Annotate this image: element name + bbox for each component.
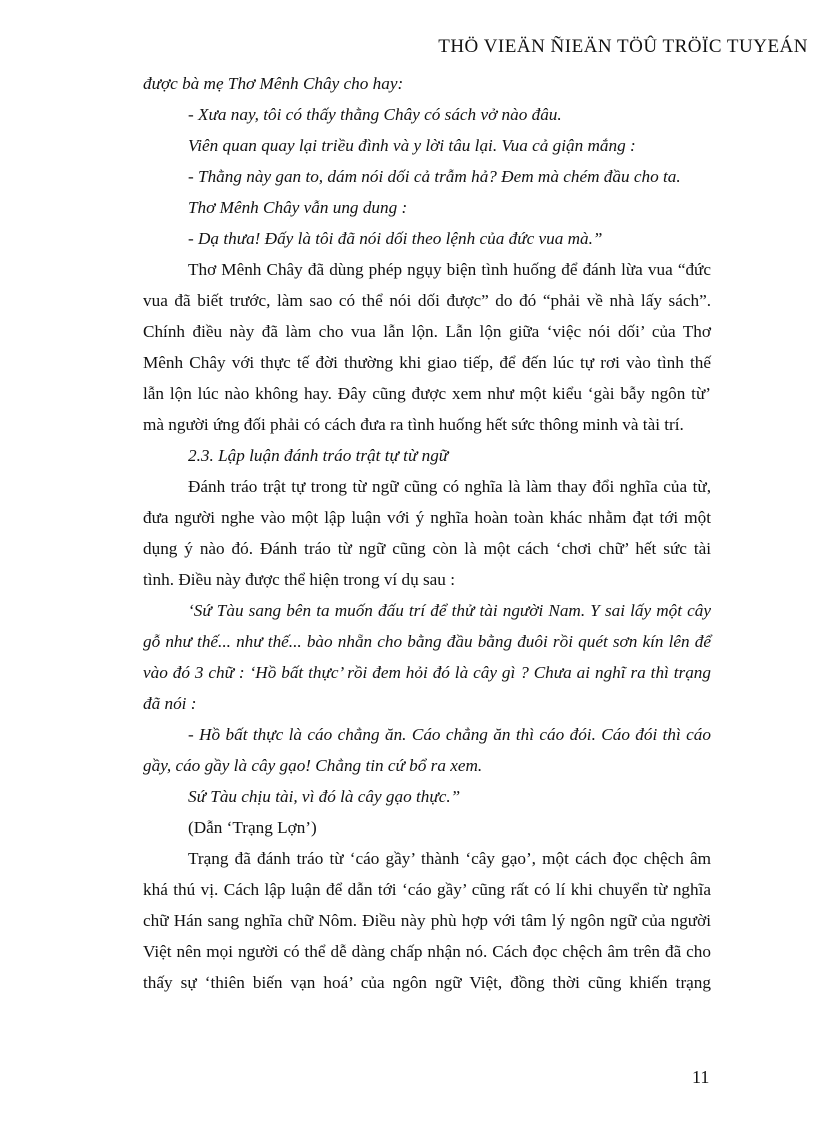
text-line: Viên quan quay lại triều đình và y lời tâu lại. Vua cả giận mắng : <box>188 136 636 155</box>
text-line: - Xưa nay, tôi có thấy thằng Chây có sách vở nào đâu. <box>188 105 562 124</box>
text-line: khá thú vị. Cách lập luận để dẫn tới ‘cáo gầy’ cũng rất có lí khi chuyển từ nghĩa <box>143 880 711 899</box>
text-line: Đánh tráo trật tự trong từ ngữ cũng có nghĩa là làm thay đổi nghĩa của từ, <box>188 477 711 496</box>
text-line: Thơ Mênh Chây vẫn ung dung : <box>188 198 408 217</box>
text-line: ‘Sứ Tàu sang bên ta muốn đấu trí để thử tài người Nam. Y sai lấy một cây <box>188 601 711 620</box>
text-line: tình. Điều này được thể hiện trong ví dụ sau : <box>143 570 455 589</box>
page-number: 11 <box>692 1067 710 1087</box>
text-line: chữ Hán sang nghĩa chữ Nôm. Điều này phù hợp với tâm lý ngôn ngữ của người <box>143 911 711 930</box>
text-line: vào đó 3 chữ : ‘Hồ bất thực’ rồi đem hỏi đó là cây gì ? Chưa ai nghĩ ra thì trạng <box>143 663 711 682</box>
text-line: đưa người nghe vào một lập luận với ý nghĩa hoàn toàn khác nhằm đạt tới một <box>143 508 711 527</box>
text-line: Việt nên mọi người có thể dễ dàng chấp nhận nó. Cách đọc chệch âm trên đã cho <box>143 942 711 961</box>
text-line: vua đã biết trước, làm sao có thể nói dối được” do đó “phải về nhà lấy sách”. <box>143 291 711 310</box>
text-line: 2.3. Lập luận đánh tráo trật tự từ ngữ <box>188 446 449 465</box>
text-line: Mênh Chây với thực tế đời thường khi giao tiếp, để đến lúc tự rơi vào tình thế <box>143 353 711 372</box>
text-line: thấy sự ‘thiên biến vạn hoá’ của ngôn ngữ Việt, đồng thời cũng khiến trạng <box>143 973 711 992</box>
text-line: gỗ như thế... như thế... bào nhẵn cho bằng đầu bằng đuôi rồi quét sơn kín lên để <box>143 632 711 651</box>
text-line: đã nói : <box>143 694 197 713</box>
text-line: - Dạ thưa! Đấy là tôi đã nói dối theo lệnh của đức vua mà.” <box>188 229 603 248</box>
text-line: mà người ứng đối phải có cách đưa ra tình huống hết sức thông minh và tài trí. <box>143 415 684 434</box>
text-line: Trạng đã đánh tráo từ ‘cáo gầy’ thành ‘cây gạo’, một cách đọc chệch âm <box>188 849 711 868</box>
text-line: lẫn lộn lúc nào không hay. Đây cũng được xem như một kiểu ‘gài bẫy ngôn từ’ <box>143 384 711 403</box>
text-line: được bà mẹ Thơ Mênh Chây cho hay: <box>143 74 404 93</box>
text-line: - Hồ bất thực là cáo chẳng ăn. Cáo chẳng ăn thì cáo đói. Cáo đói thì cáo <box>188 725 711 744</box>
running-header: THÖ VIEÄN ÑIEÄN TÖÛ TRÖÏC TUYEÁN <box>438 36 808 57</box>
text-line: - Thằng này gan to, dám nói dối cả trẫm hả? Đem mà chém đầu cho ta. <box>188 167 681 186</box>
text-line: Thơ Mênh Chây đã dùng phép ngụy biện tình huống để đánh lừa vua “đức <box>188 260 711 279</box>
text-line: (Dẫn ‘Trạng Lợn’) <box>188 818 317 837</box>
text-line: dụng ý nào đó. Đánh tráo từ ngữ cũng còn là một cách ‘chơi chữ’ hết sức tài <box>143 539 711 558</box>
text-line: Sứ Tàu chịu tài, vì đó là cây gạo thực.” <box>188 787 461 806</box>
page-body <box>143 68 711 998</box>
text-line: gầy, cáo gầy là cây gạo! Chẳng tin cứ bổ ra xem. <box>143 756 483 775</box>
text-line: Chính điều này đã làm cho vua lẫn lộn. Lẫn lộn giữa ‘việc nói dối’ của Thơ <box>143 322 711 341</box>
